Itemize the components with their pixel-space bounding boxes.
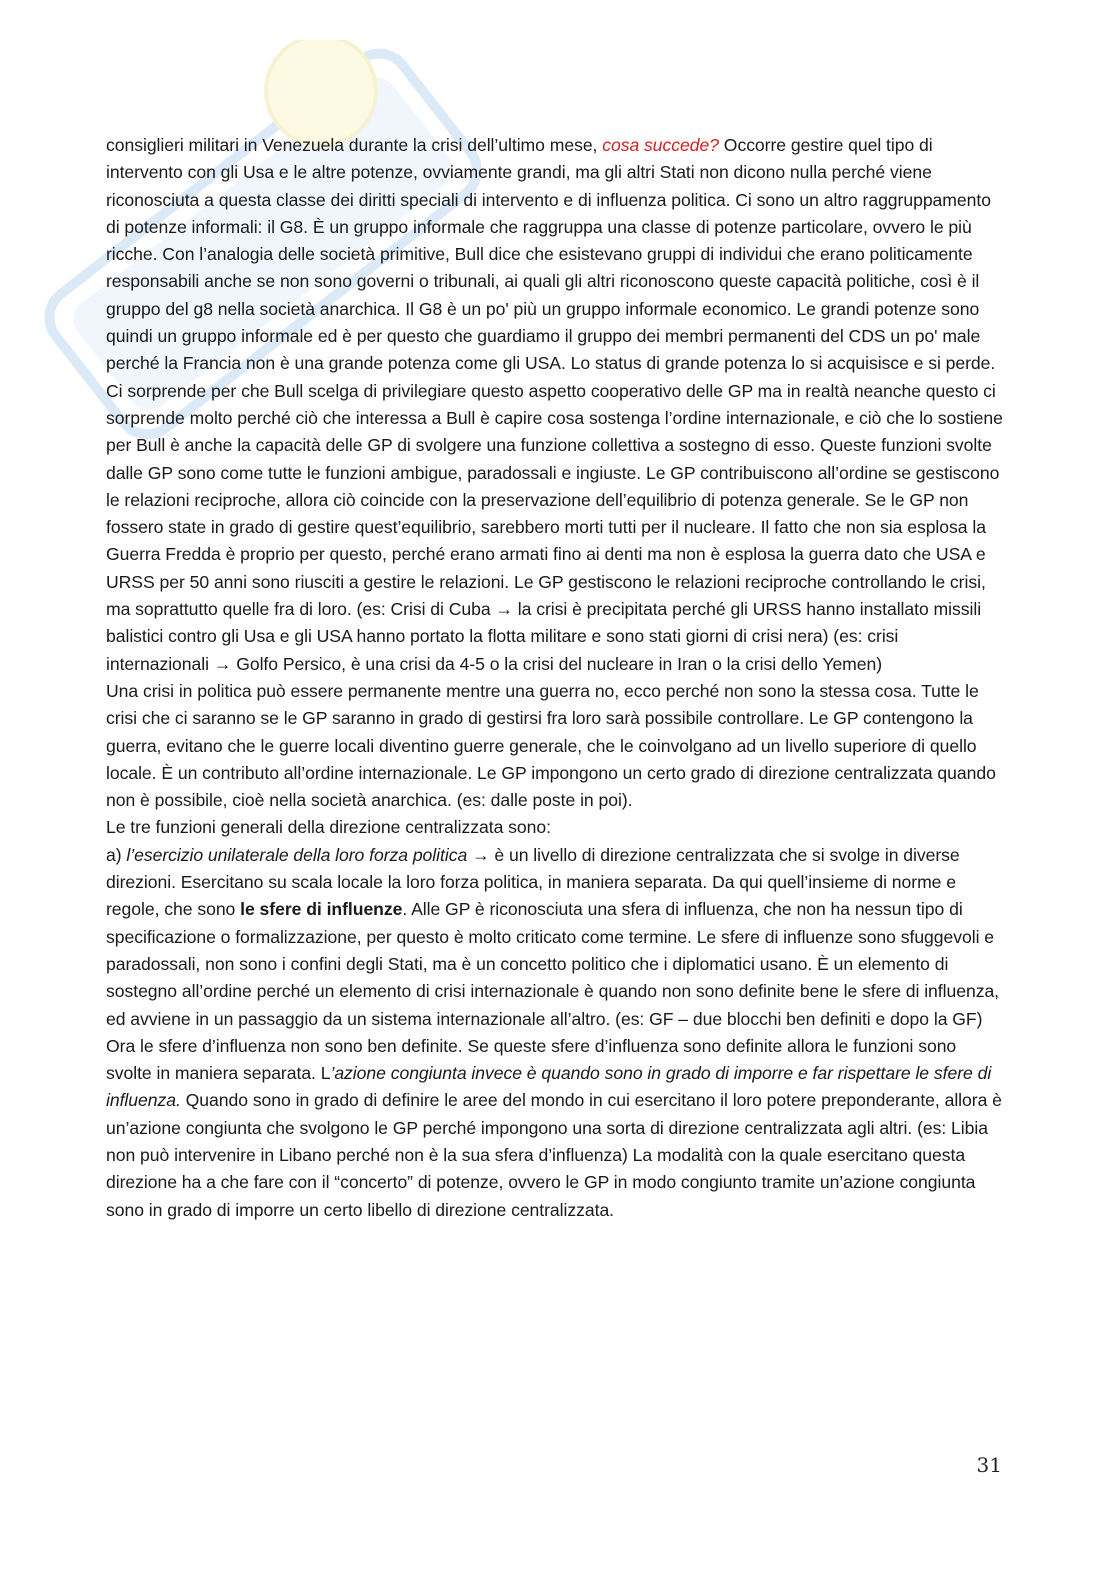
text-run: consiglieri militari in Venezuela durante la crisi dell’ultimo mese, (106, 135, 603, 155)
document-body (106, 132, 1006, 1224)
page-number: 31 (976, 1453, 1002, 1477)
paragraph: Le tre funzioni generali della direzione centralizzata sono: (106, 817, 551, 838)
bold-term: le sfere di influenze (240, 899, 403, 920)
text-run: Quando sono in grado di definire le aree del mondo in cui esercitano il loro potere preponderante, allora è un’azione congiunta che svolgono le GP perché impongono una sorta di direzione centralizzata agli altri. (es: Libia non può intervenire in Libano perché non è la sua sfera d’influenza) La modalità con la quale esercitano questa direzione ha a che fare con il “concerto” di potenze, ovvero le GP in modo congiunto tramite un’azione congiunta sono in grado di imporre un certo libello di direzione centralizzata. (106, 1090, 1002, 1220)
italic-sentence: ’azione congiunta invece è quando sono in grado di imporre e far rispettare le sfere di influenza. (106, 1063, 992, 1111)
italic-term: l’esercizio unilaterale della loro forza politica (126, 844, 468, 865)
paragraph: Una crisi in politica può essere permanente mentre una guerra no, ecco perché non sono la stessa cosa. Tutte le crisi che ci saranno se le GP saranno in grado di gestirsi fra loro sarà possibile controllare. Le GP contengono la guerra, evitano che le guerre locali diventino guerre generale, che le coinvolgano ad un livello superiore di quello locale. È un contributo all’ordine internazionale. Le GP impongono un certo grado di direzione centralizzata quando non è possibile, cioè nella società anarchica. (es: dalle poste in poi). (106, 680, 996, 811)
list-marker: a) (106, 844, 127, 865)
paragraph (106, 842, 1006, 1224)
text-run: → è un livello di direzione centralizzata che si svolge in diverse direzioni. Esercitano su scala locale la loro forza politica, in maniera separata. Da qui quell’insieme di norme e regole, che sono (106, 844, 960, 920)
text-run: . Alle GP è riconosciuta una sfera di influenza, che non ha nessun tipo di specificazione o formalizzazione, per questo è molto criticato come termine. Le sfere di influenze sono sfuggevoli e paradossali, non sono i confini degli Stati, ma è un concetto politico che i diplomatici usano. È un elemento di sostegno all’ordine perché un elemento di crisi internazionale è quando non sono definite bene le sfere di influenza, ed avviene in un passaggio da un sistema internazionale all’altro. (es: GF – due blocchi ben definiti e dopo la GF) Ora le sfere d’influenza non sono ben definite. Se queste sfere d’influenza sono definite allora le funzioni sono svolte in maniera separata. L (106, 899, 1000, 1084)
paragraph (106, 132, 1006, 678)
text-run: Occorre gestire quel tipo di intervento con gli Usa e le altre potenze, ovviamente grandi, ma gli altri Stati non dicono nulla perché viene riconosciuta a questa classe dei diritti speciali di intervento e di influenza politica. Ci sono un altro raggruppamento di potenze informali: il G8. È un gruppo informale che raggruppa una classe di potenze particolare, ovvero le più ricche. Con l’analogia delle società primitive, Bull dice che esistevano gruppi di individui che erano politicamente responsabili anche se non sono governi o tribunali, ai quali gli altri riconoscono queste capacità politiche, così è il gruppo del g8 nella società anarchica. Il G8 è un po' più un gruppo informale economico. Le grandi potenze sono quindi un gruppo informale ed è per questo che guardiamo il gruppo dei membri permanenti del CDS un po' male perché la Francia non è una grande potenza come gli USA. Lo status di grande potenza lo si acquisisce e si perde. Ci sorprende per che Bull scelga di privilegiare questo aspetto cooperativo delle GP ma in realtà neanche questo ci sorprende molto perché ciò che interessa a Bull è capire cosa sostenga l’ordine internazionale, e ciò che lo sostiene per Bull è anche la capacità delle GP di svolgere una funzione collettiva a sostegno di esso. Queste funzioni svolte dalle GP sono come tutte le funzioni ambigue, paradossali e ingiuste. Le GP contribuiscono all’ordine se gestiscono le relazioni reciproche, allora ciò coincide con la preservazione dell’equilibrio di potenza generale. Se le GP non fossero state in grado di gestire quest’equilibrio, sarebbero morti tutti per il nucleare. Il fatto che non sia esplosa la Guerra Fredda è proprio per questo, perché erano armati fino ai denti ma non è esplosa la guerra dato che USA e URSS per 50 anni sono riusciti a gestire le relazioni. Le GP gestiscono le relazioni reciproche controllando le crisi, ma soprattutto quelle fra di loro. (es: Crisi di Cuba → la crisi è precipitata perché gli URSS hanno installato missili balistici contro gli Usa e gli USA hanno portato la flotta militare e sono stati giorni di crisi nera) (es: crisi internazionali → Golfo Persico, è una crisi da 4-5 o la crisi del nucleare in Iran o la crisi dello Yemen) (106, 135, 1003, 674)
highlighted-question: cosa succede? (602, 135, 719, 155)
